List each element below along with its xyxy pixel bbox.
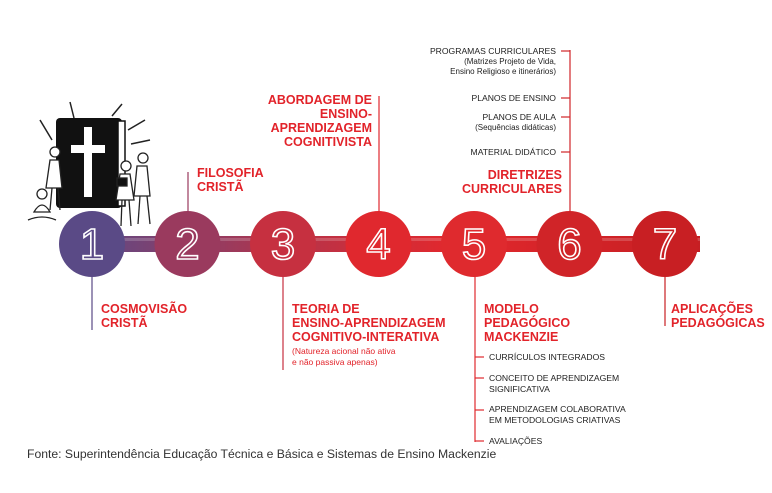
step-6-item <box>380 112 556 133</box>
step-4-marker <box>346 211 412 277</box>
step-number: 6 <box>557 220 582 269</box>
step-5-label: MODELO PEDAGÓGICO MACKENZIE <box>484 302 571 344</box>
step-5-item: APRENDIZAGEM COLABORATIVA EM METODOLOGIAS CRIATIVAS <box>489 404 626 425</box>
step-7-label: APLICAÇÕES PEDAGÓGICAS <box>671 302 765 330</box>
bible-illustration <box>28 102 150 226</box>
source-caption: Fonte: Superintendência Educação Técnica e Básica e Sistemas de Ensino Mackenzie <box>27 447 497 461</box>
step-5-item: AVALIAÇÕES <box>489 436 543 446</box>
step-6-item-title: PLANOS DE ENSINO <box>471 93 556 103</box>
step-6-item-title: PROGRAMAS CURRICULARES <box>429 46 556 56</box>
step-6-item-sub: (Sequências didáticas) <box>475 122 556 132</box>
step-7-marker <box>632 211 698 277</box>
step-number: 4 <box>366 220 391 269</box>
step-6-item-title: PLANOS DE AULA <box>482 112 556 122</box>
step-6-label: DIRETRIZES CURRICULARES <box>462 168 562 196</box>
step-5-marker <box>441 211 507 277</box>
step-number: 5 <box>461 220 487 269</box>
step-3-label: TEORIA DE ENSINO-APRENDIZAGEM COGNITIVO-INTERATIVA <box>292 302 446 344</box>
step-6-item <box>380 147 556 158</box>
step-6-item-title: MATERIAL DIDÁTICO <box>470 147 556 157</box>
step-1-label: COSMOVISÃO CRISTÃ <box>101 302 188 330</box>
step-5-item: CURRÍCULOS INTEGRADOS <box>489 352 606 362</box>
step-number: 2 <box>175 220 200 269</box>
step-number: 1 <box>79 220 105 269</box>
step-6-marker <box>537 211 603 277</box>
step-number: 3 <box>270 220 296 269</box>
step-6-item-sub: (Matrizes Projeto de Vida, Ensino Religioso e itinerários) <box>450 56 556 76</box>
step-1-marker <box>59 211 125 277</box>
step-3-note: (Natureza acional não ativa e não passiva apenas) <box>292 346 396 367</box>
step-3-marker <box>250 211 316 277</box>
step-5-item: CONCEITO DE APRENDIZAGEM SIGNIFICATIVA <box>489 373 620 394</box>
step-6-item <box>380 46 556 78</box>
step-number: 7 <box>652 220 678 269</box>
step-6-item <box>380 93 556 104</box>
step-4-label: ABORDAGEM DE ENSINO-APRENDIZAGEM COGNITIVISTA <box>267 93 372 149</box>
person-right <box>116 153 150 226</box>
step-2-marker <box>155 211 221 277</box>
step-2-label: FILOSOFIA CRISTÃ <box>197 166 264 194</box>
